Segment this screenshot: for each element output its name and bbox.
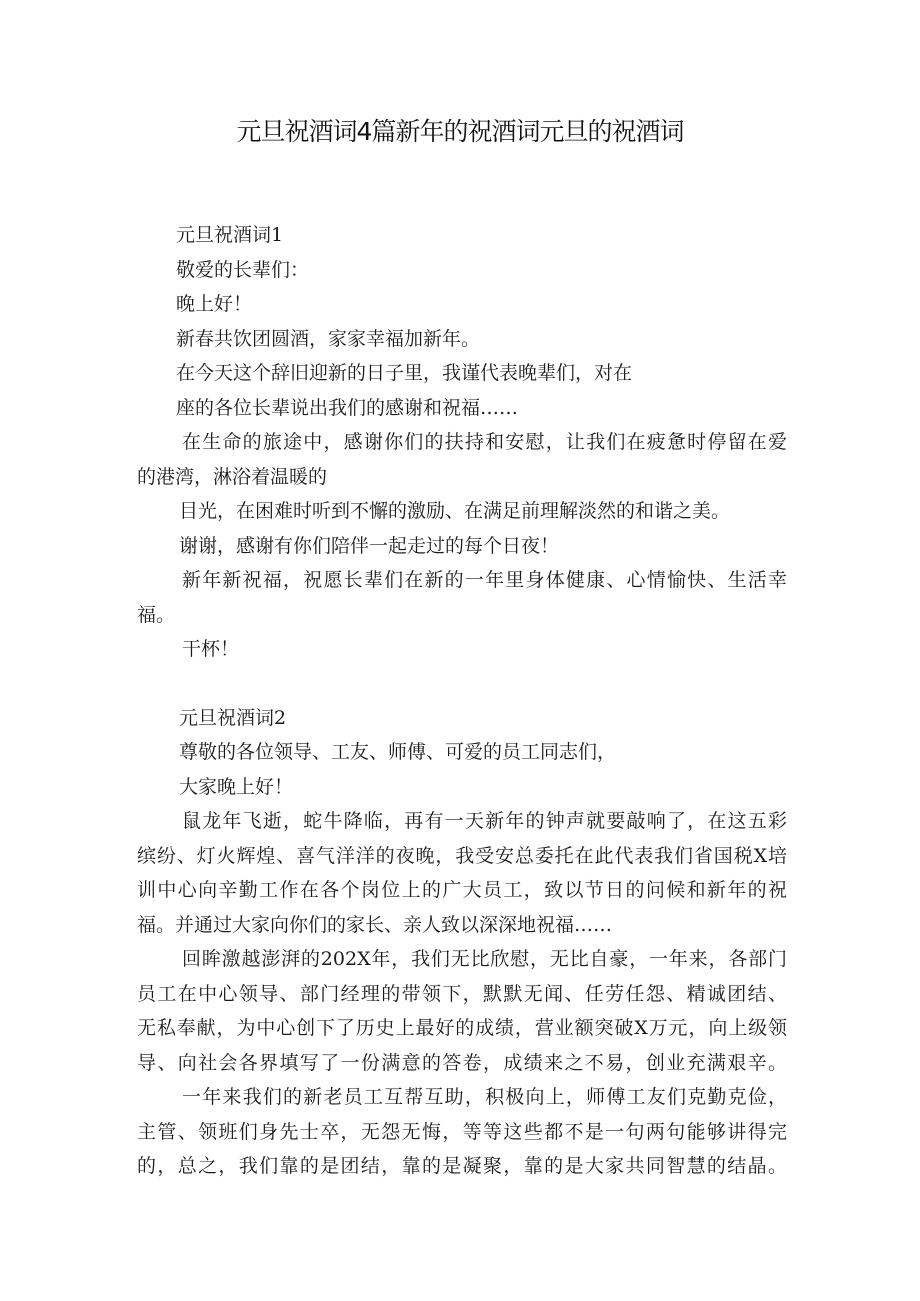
section-heading-1: 元旦祝酒词1 (176, 224, 284, 246)
paragraph-line: 导、向社会各界填写了一份满意的答卷，成绩来之不易，创业充满艰辛。 (137, 1051, 787, 1074)
paragraph-line: 福。并通过大家向你们的家长、亲人致以深深地祝福…… (137, 913, 613, 936)
document-title: 元旦祝酒词4篇新年的祝酒词元旦的祝酒词 (236, 117, 684, 146)
greeting: 晚上好！ (176, 293, 253, 315)
paragraph-line: 主管、领班们身先士卒，无怨无悔，等等这些都不是一句两句能够讲得完 (137, 1120, 787, 1143)
paragraph-line: 在今天这个辞旧迎新的日子里，我谨代表晚辈们，对在 (176, 362, 633, 384)
paragraph-line: 新春共饮团圆酒，家家幸福加新年。 (176, 327, 481, 350)
paragraph-line: 目光，在困难时听到不懈的激励、在满足前理解淡然的和谐之美。 (179, 500, 731, 522)
paragraph-line: 座的各位长辈说出我们的感谢和祝福…… (176, 396, 519, 419)
paragraph-line: 训中心向辛勤工作在各个岗位上的广大员工，致以节日的问候和新年的祝 (137, 879, 787, 901)
paragraph-line: 福。 (137, 603, 176, 626)
paragraph-line: 一年来我们的新老员工互帮互助，积极向上，师傅工友们克勤克俭， (182, 1086, 787, 1108)
document-body (137, 218, 787, 1184)
paragraph-line: 鼠龙年飞逝，蛇牛降临，再有一天新年的钟声就要敲响了，在这五彩 (182, 810, 787, 832)
greeting: 大家晚上好！ (179, 775, 294, 798)
paragraph-line: 的港湾，淋浴着温暖的 (137, 465, 328, 488)
section-gap (137, 667, 787, 701)
paragraph-line: 在生命的旅途中，感谢你们的扶持和安慰，让我们在疲惫时停留在爱 (182, 431, 787, 453)
salutation: 尊敬的各位领导、工友、师傅、可爱的员工同志们， (179, 741, 617, 763)
paragraph-line: 缤纷、灯火辉煌、喜气洋洋的夜晚，我受安总委托在此代表我们省国税X培 (137, 844, 787, 867)
paragraph-line: 的，总之，我们靠的是团结，靠的是凝聚，靠的是大家共同智慧的结晶。 (137, 1155, 787, 1177)
paragraph-line: 回眸激越澎湃的202X年，我们无比欣慰，无比自豪，一年来，各部门 (182, 948, 787, 970)
paragraph-line: 新年新祝福，祝愿长辈们在新的一年里身体健康、心情愉快、生活幸 (182, 569, 787, 591)
salutation: 敬爱的长辈们： (176, 258, 310, 281)
paragraph-line: 无私奉献，为中心创下了历史上最好的成绩，营业额突破X万元，向上级领 (137, 1017, 787, 1039)
closing-toast: 干杯！ (182, 638, 240, 660)
paragraph-line: 员工在中心领导、部门经理的带领下，默默无闻、任劳任怨、精诚团结、 (137, 982, 787, 1005)
section-heading-2: 元旦祝酒词2 (179, 706, 287, 729)
paragraph-line: 谢谢，感谢有你们陪伴一起走过的每个日夜！ (179, 534, 560, 557)
